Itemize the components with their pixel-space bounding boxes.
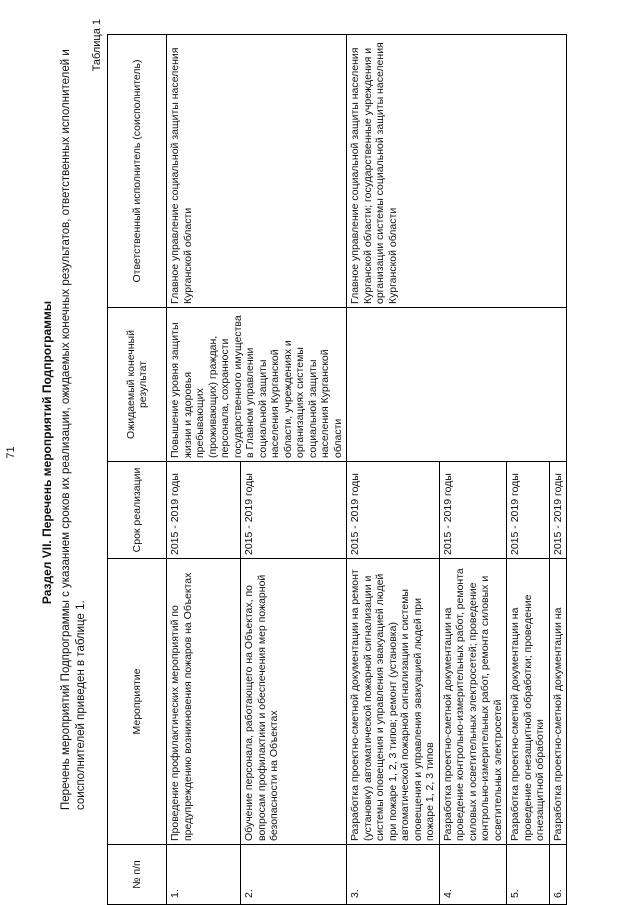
row-num: 6. xyxy=(549,845,567,905)
row-result: Повышение уровня защиты жизни и здоровья пребывающих (проживающих) граждан, персонала, сохранности государственного имущества в Главном управлении социальной защиты населения Курганской области, учреждениях и организациях системы социальной защиты населения Курганской области xyxy=(167,308,347,462)
header-num: № п/п xyxy=(108,845,167,905)
row-num: 5. xyxy=(507,845,550,905)
header-executor: Ответственный исполнитель (соисполнитель) xyxy=(108,35,167,308)
row-num: 4. xyxy=(439,845,507,905)
page-number: 71 xyxy=(5,446,17,459)
header-activity: Мероприятие xyxy=(108,559,167,845)
table-header-row xyxy=(108,35,167,905)
row-activity: Разработка проектно-сметной документации на проведение огнезащитной обработки; проведение огнезащитной обработки xyxy=(507,559,550,845)
row-executor: Главное управление социальной защиты населения Курганской области; государственные учреждения и организации системы социальной защиты населения Курганской области xyxy=(347,35,567,308)
header-result: Ожидаемый конечный результат xyxy=(108,308,167,462)
row-num: 3. xyxy=(347,845,440,905)
table-row xyxy=(167,35,241,905)
row-activity: Разработка проектно-сметной документации на проведение контрольно-измерительных работ, ремонта силовых и осветительных электросетей; проведение контрольно-измерительных работ, ремонта силовых и осветительных электросетей xyxy=(439,559,507,845)
row-activity: Разработка проектно-сметной документации на ремонт (установку) автоматической пожарной сигнализации и системы оповещения и управления эвакуацией людей при пожаре 1, 2, 3 типов; ремонт (установка) автоматической пожарной сигнализации и системы оповещения и управления эвакуацией людей при пожаре 1, 2, 3 типов xyxy=(347,559,440,845)
row-term: 2015 - 2019 годы xyxy=(507,462,550,559)
row-term: 2015 - 2019 годы xyxy=(347,462,440,559)
row-executor: Главное управление социальной защиты населения Курганской области xyxy=(167,35,347,308)
row-result xyxy=(347,308,567,462)
row-term: 2015 - 2019 годы xyxy=(241,462,347,559)
section-title: Раздел VII. Перечень мероприятий Подпрограммы xyxy=(40,300,54,605)
activities-table xyxy=(107,34,567,905)
row-num: 2. xyxy=(241,845,347,905)
intro-paragraph: Перечень мероприятий Подпрограммы с указанием сроков их реализации, ожидаемых конечных результатов, ответственных исполнителей и соисполнителей приведен в таблице 1. xyxy=(60,49,87,810)
row-term: 2015 - 2019 годы xyxy=(439,462,507,559)
table-row xyxy=(347,35,440,905)
row-term: 2015 - 2019 годы xyxy=(549,462,567,559)
row-num: 1. xyxy=(167,845,241,905)
row-activity: Обучение персонала, работающего на Объектах, по вопросам профилактики и обеспечения мер пожарной безопасности на Объектах xyxy=(241,559,347,845)
row-activity: Проведение профилактических мероприятий по предупреждению возникновения пожаров на Объектах xyxy=(167,559,241,845)
table-label: Таблица 1 xyxy=(91,19,103,72)
row-activity: Разработка проектно-сметной документации на xyxy=(549,559,567,845)
row-term: 2015 - 2019 годы xyxy=(167,462,241,559)
header-term: Срок реализации xyxy=(108,462,167,559)
